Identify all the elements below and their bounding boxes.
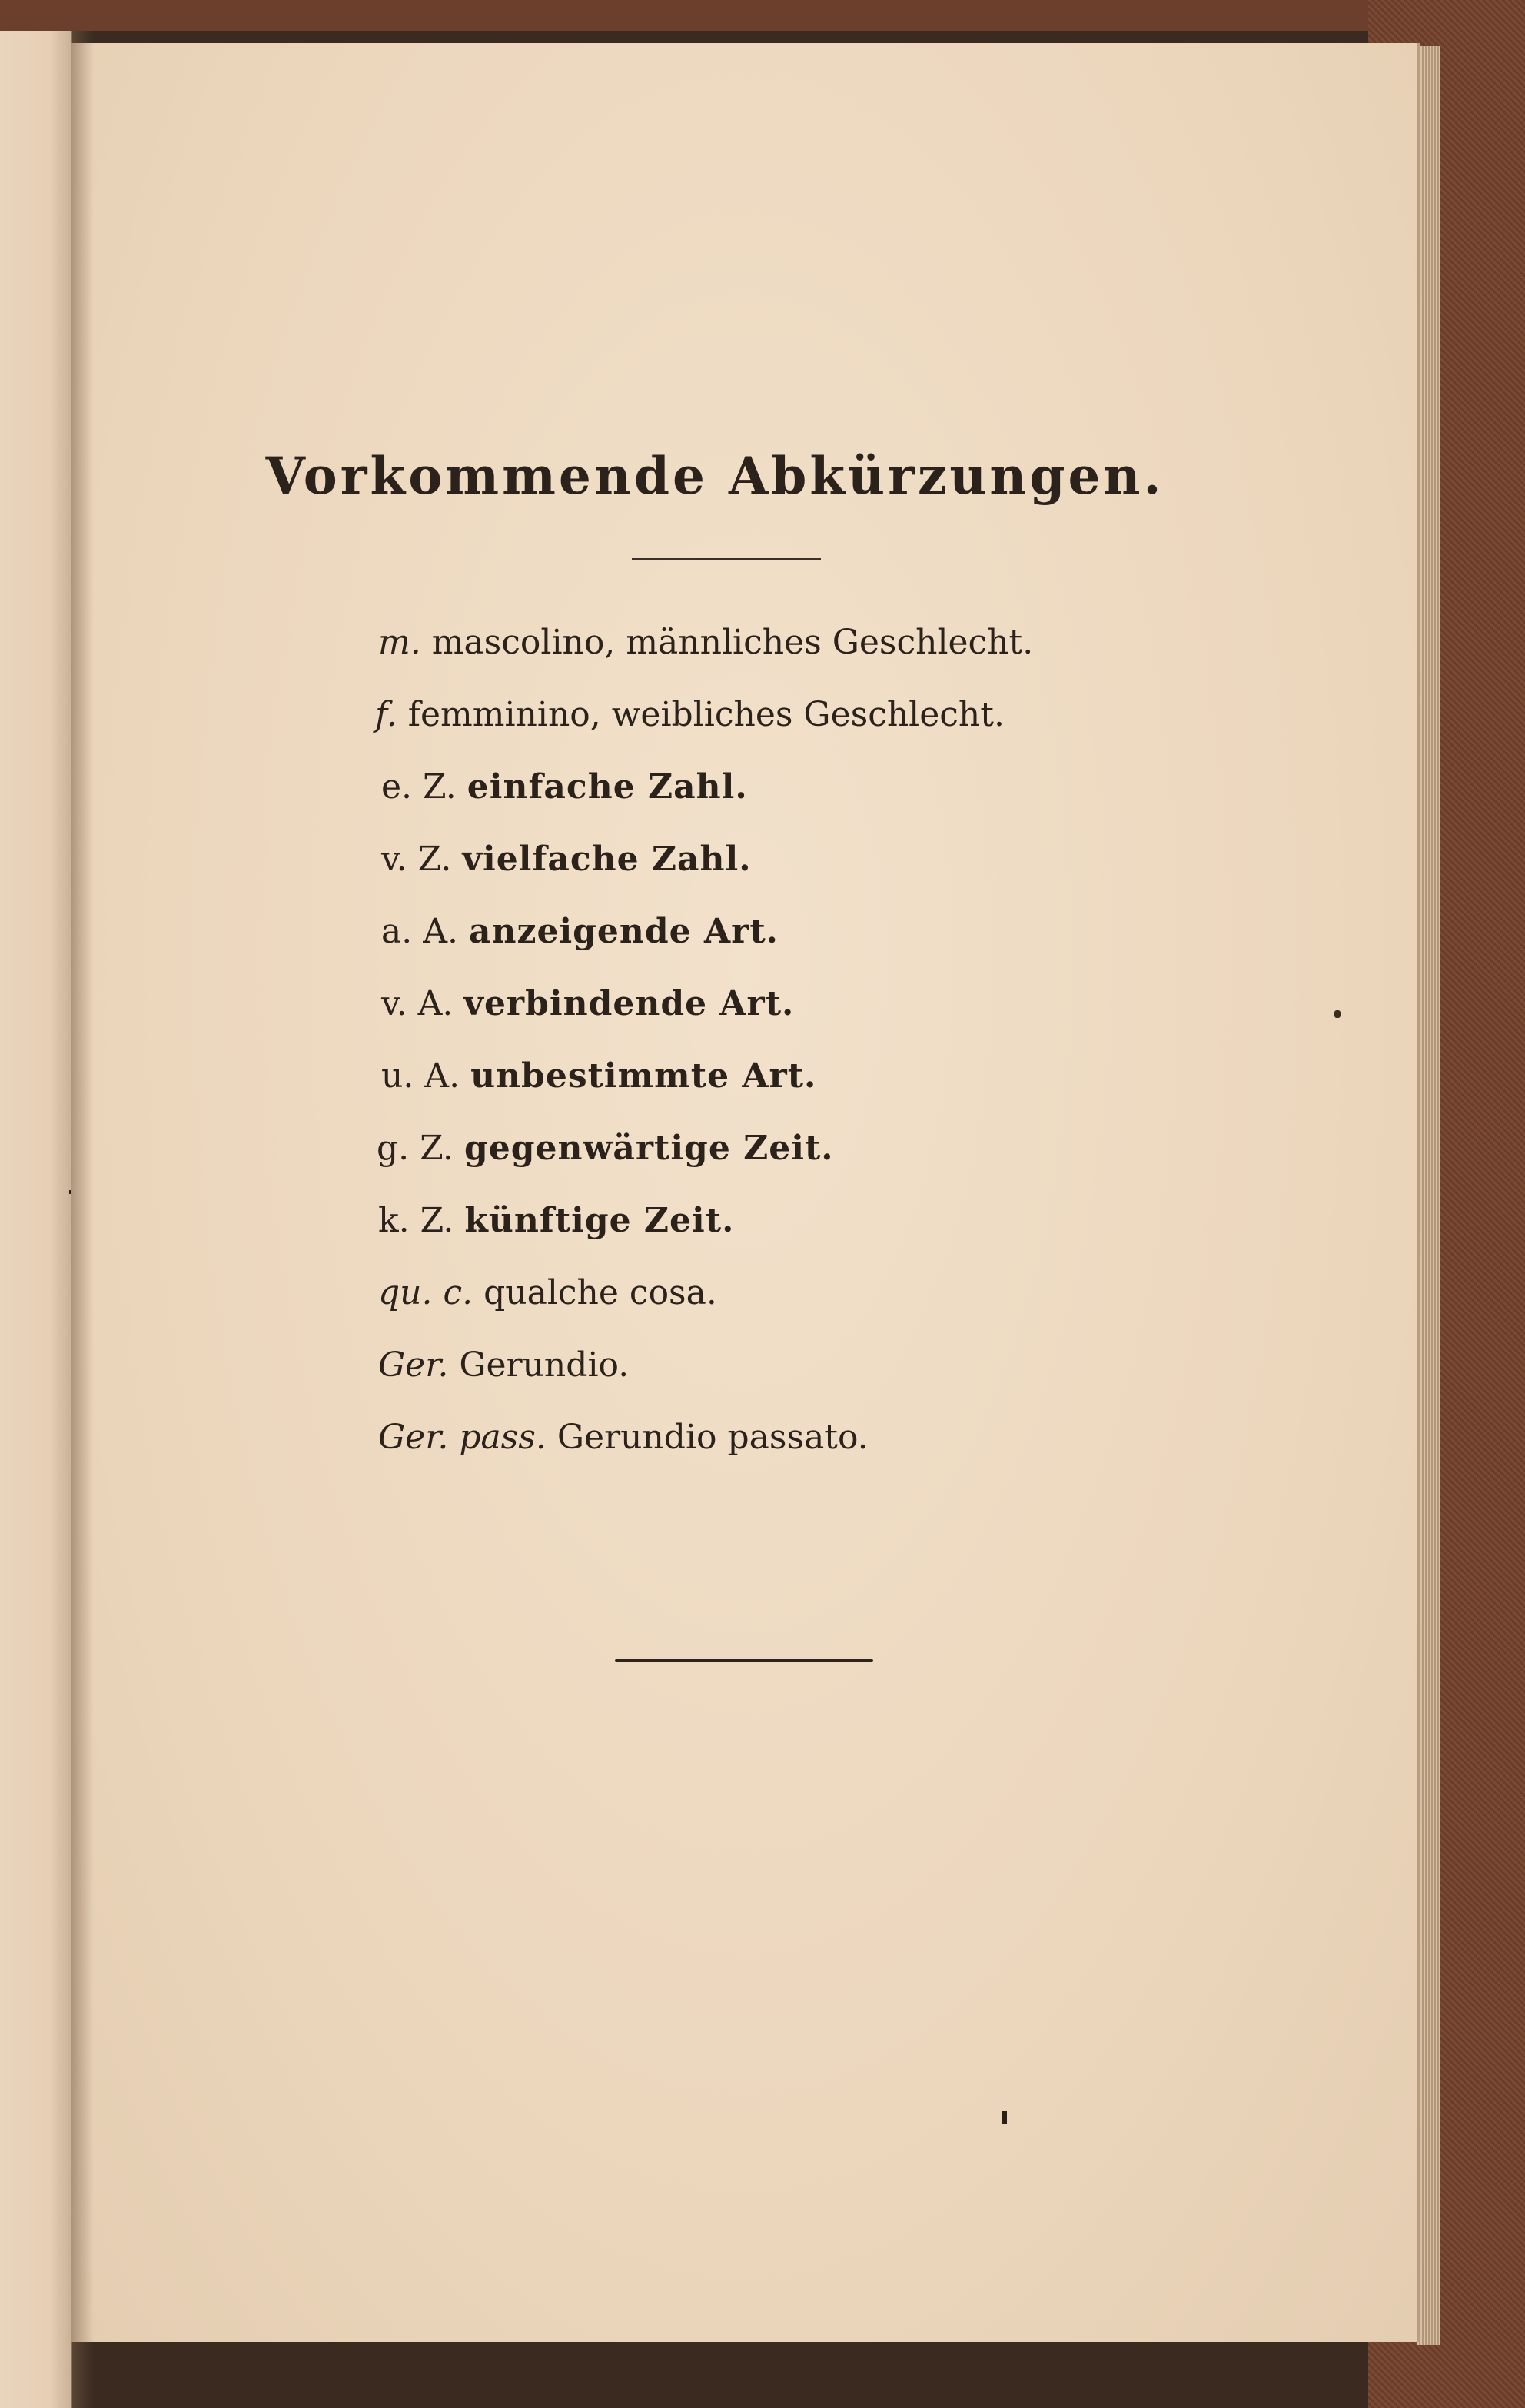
list-item	[375, 695, 1005, 734]
list-item	[378, 1201, 734, 1240]
gutter-shadow	[71, 31, 94, 2408]
list-item	[378, 1418, 869, 1457]
meaning: femminino, weibliches Geschlecht.	[407, 695, 1005, 734]
list-item	[378, 1345, 629, 1385]
meaning: mascolino, männliches Geschlecht.	[431, 623, 1034, 662]
page-mark	[1002, 2111, 1007, 2124]
meaning: künftige Zeit.	[464, 1201, 735, 1240]
abbreviation: Ger. pass.	[378, 1418, 547, 1457]
meaning: unbestimmte Art.	[470, 1056, 817, 1096]
list-item	[378, 1273, 717, 1312]
list-item	[381, 984, 794, 1023]
list-item	[381, 840, 752, 879]
meaning: Gerundio.	[459, 1345, 630, 1385]
facing-page	[0, 31, 72, 2408]
abbreviation: k. Z.	[378, 1201, 454, 1240]
list-item	[378, 623, 1033, 662]
closing-rule	[615, 1659, 873, 1662]
abbreviation: g. Z.	[377, 1129, 454, 1168]
abbreviation: qu. c.	[378, 1273, 473, 1312]
abbreviation: m.	[378, 623, 421, 662]
abbreviation: f.	[375, 695, 397, 734]
ink-spot	[1334, 1010, 1341, 1018]
page-edges	[1417, 46, 1440, 2345]
list-item	[381, 1056, 816, 1096]
list-item	[377, 1129, 834, 1168]
abbreviation: u. A.	[381, 1056, 460, 1096]
meaning: verbindende Art.	[463, 984, 795, 1023]
meaning: qualche cosa.	[483, 1273, 717, 1312]
meaning: vielfache Zahl.	[462, 840, 752, 879]
book-page	[71, 43, 1420, 2342]
book-cover-top	[0, 0, 1525, 31]
abbreviation: v. Z.	[381, 840, 452, 879]
list-item	[381, 767, 748, 807]
meaning: Gerundio passato.	[557, 1418, 869, 1457]
abbreviation: a. A.	[381, 912, 458, 951]
meaning: einfache Zahl.	[467, 767, 748, 807]
abbreviation: e. Z.	[381, 767, 457, 807]
page-title: Vorkommende Abkürzungen.	[265, 446, 1165, 506]
abbreviation: Ger.	[378, 1345, 449, 1385]
meaning: anzeigende Art.	[468, 912, 779, 951]
meaning: gegenwärtige Zeit.	[463, 1129, 834, 1168]
list-item	[381, 912, 779, 951]
title-rule	[632, 558, 821, 560]
abbreviation: v. A.	[381, 984, 454, 1023]
